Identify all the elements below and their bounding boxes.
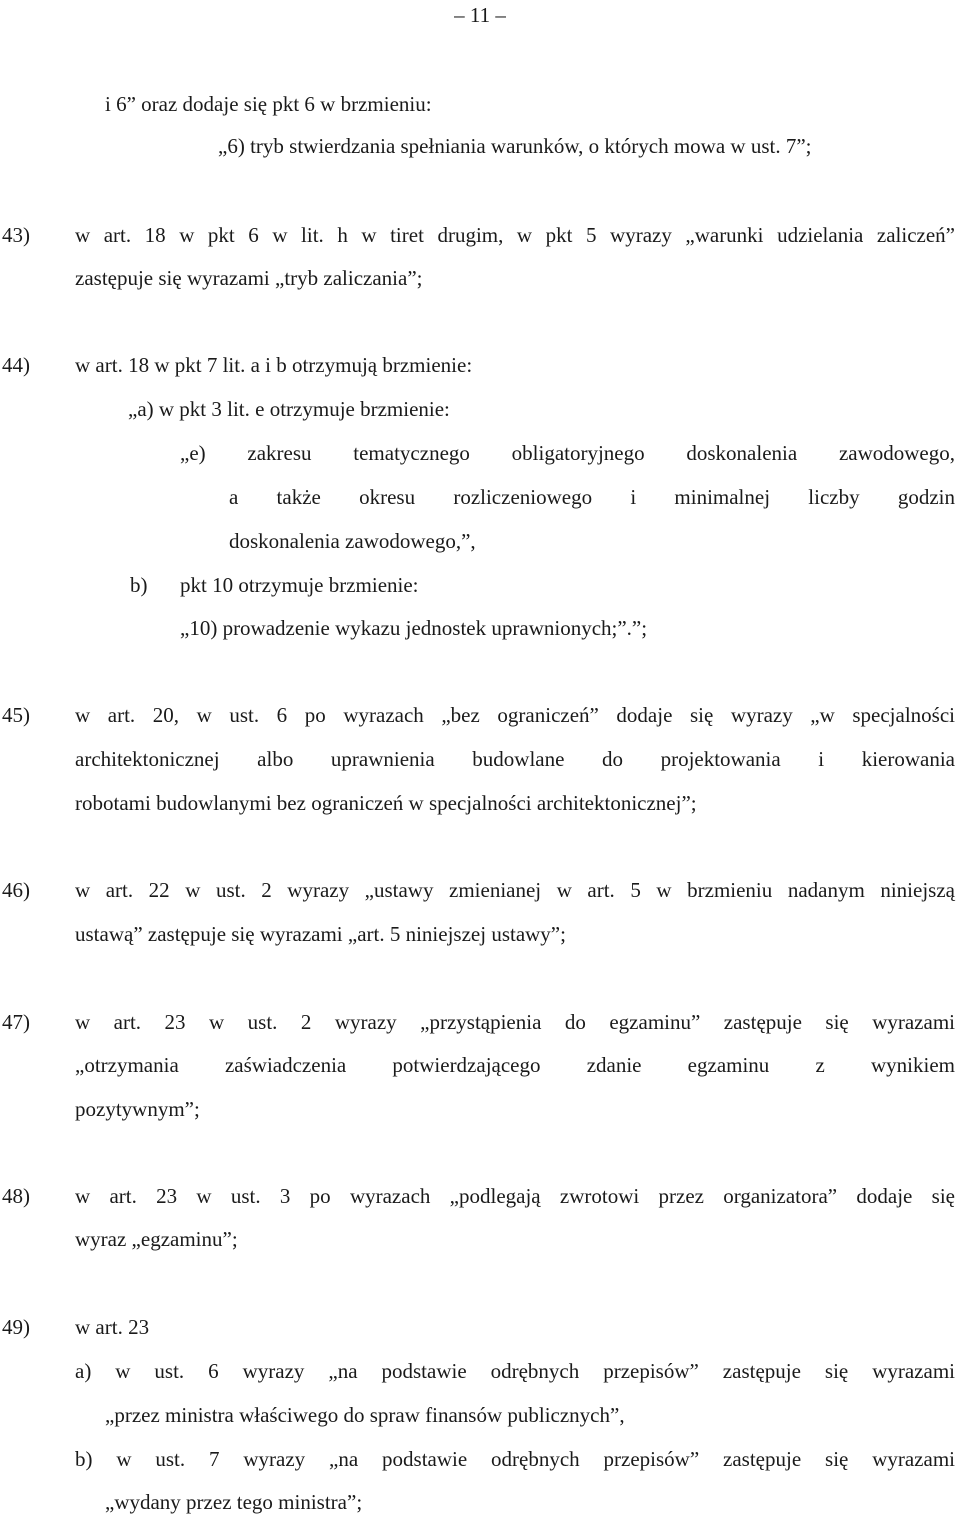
item-44-sub-b: pkt 10 otrzymuje brzmienie: [180, 573, 419, 597]
item-number-46: 46) [2, 878, 30, 902]
item-46-line-2: ustawą” zastępuje się wyrazami „art. 5 niniejszej ustawy”; [75, 922, 566, 946]
item-45-line-2: architektonicznej albo uprawnienia budowlane do projektowania i kierowania [75, 747, 955, 771]
item-48-line-1: w art. 23 w ust. 3 po wyrazach „podlegają zwrotowi przez organizatora” dodaje się [75, 1184, 955, 1208]
item-45-line-3: robotami budowlanymi bez ograniczeń w specjalności architektonicznej”; [75, 791, 697, 815]
item-number-45: 45) [2, 703, 30, 727]
item-44-point-10: „10) prowadzenie wykazu jednostek uprawnionych;”.”; [180, 616, 648, 640]
item-49-sub-b: b) w ust. 7 wyrazy „na podstawie odrębnych przepisów” zastępuje się wyrazami [75, 1447, 955, 1471]
item-44-point-e-line-2: a także okresu rozliczeniowego i minimalnej liczby godzin [229, 485, 955, 509]
item-49-sub-a-quote: „przez ministra właściwego do spraw finansów publicznych”, [105, 1403, 625, 1427]
item-49-sub-a: a) w ust. 6 wyrazy „na podstawie odrębnych przepisów” zastępuje się wyrazami [75, 1359, 955, 1383]
item-43-line-1: w art. 18 w pkt 6 w lit. h w tiret drugim, w pkt 5 wyrazy „warunki udzielania zaliczeń” [75, 223, 955, 247]
page-number: – 11 – [454, 3, 506, 27]
item-number-48: 48) [2, 1184, 30, 1208]
item-47-line-1: w art. 23 w ust. 2 wyrazy „przystąpienia do egzaminu” zastępuje się wyrazami [75, 1010, 955, 1034]
item-47-line-2: „otrzymania zaświadczenia potwierdzającego zdanie egzaminu z wynikiem [75, 1053, 955, 1077]
item-44-point-e-line-3: doskonalenia zawodowego,”, [229, 529, 476, 553]
item-number-49: 49) [2, 1315, 30, 1339]
quoted-point-6: „6) tryb stwierdzania spełniania warunków, o których mowa w ust. 7”; [218, 134, 812, 158]
item-46-line-1: w art. 22 w ust. 2 wyrazy „ustawy zmienianej w art. 5 w brzmieniu nadanym niniejszą [75, 878, 955, 902]
item-44-line-1: w art. 18 w pkt 7 lit. a i b otrzymują brzmienie: [75, 353, 473, 377]
item-number-44: 44) [2, 353, 30, 377]
item-49-line-1: w art. 23 [75, 1315, 150, 1339]
item-44-sub-a: „a) w pkt 3 lit. e otrzymuje brzmienie: [128, 397, 450, 421]
item-47-line-3: pozytywnym”; [75, 1097, 200, 1121]
text-line: i 6” oraz dodaje się pkt 6 w brzmieniu: [105, 92, 432, 116]
item-43-line-2: zastępuje się wyrazami „tryb zaliczania”; [75, 266, 423, 290]
item-49-sub-b-quote: „wydany przez tego ministra”; [105, 1490, 363, 1514]
item-number-43: 43) [2, 223, 30, 247]
item-48-line-2: wyraz „egzaminu”; [75, 1227, 238, 1251]
item-45-line-1: w art. 20, w ust. 6 po wyrazach „bez ograniczeń” dodaje się wyrazy „w specjalności [75, 703, 955, 727]
item-number-47: 47) [2, 1010, 30, 1034]
item-44-point-e-line-1: „e) zakresu tematycznego obligatoryjnego doskonalenia zawodowego, [180, 441, 955, 465]
item-44-sub-b-label: b) [130, 573, 148, 597]
